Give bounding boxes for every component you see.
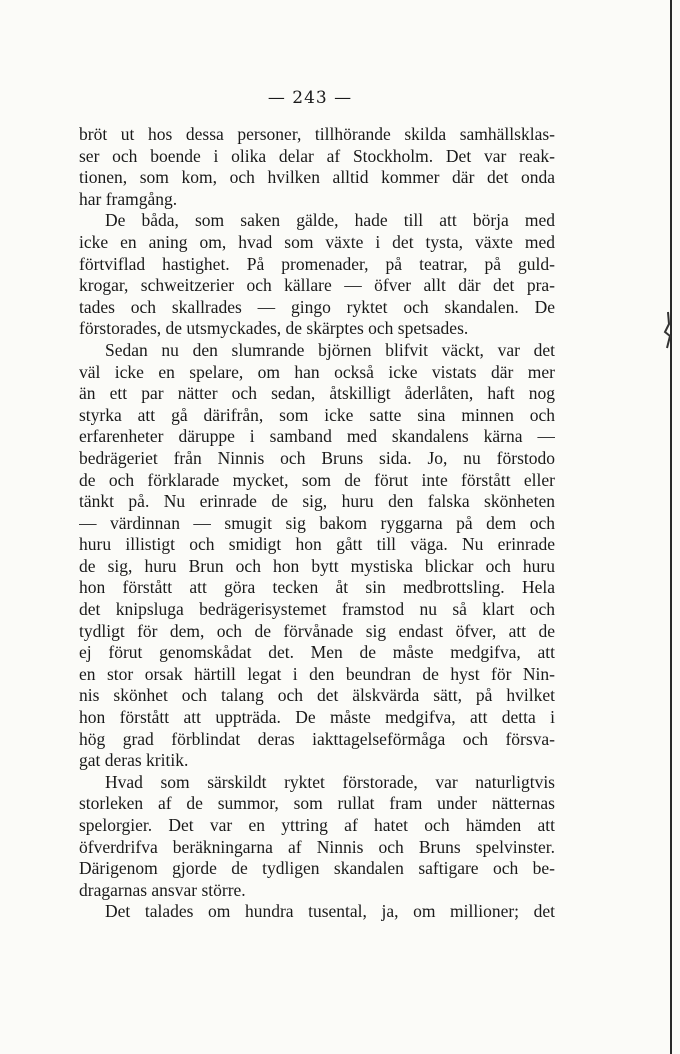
- text-line: tades och skallrades — gingo ryktet och skandalen. De: [79, 296, 555, 317]
- text-line: de och förklarade mycket, som de förut inte förstått eller: [79, 469, 555, 490]
- text-line: hög grad förblindat deras iakttagelseförmåga och försva-: [79, 728, 555, 749]
- text-line: Därigenom gjorde de tydligen skandalen saftigare och be-: [79, 858, 555, 879]
- text-line: bedrägeriet från Ninnis och Bruns sida. Jo, nu förstodo: [79, 447, 555, 468]
- text-line: än ett par nätter och sedan, åtskilligt åderlåten, haft nog: [79, 383, 555, 404]
- text-line: dragarnas ansvar större.: [79, 879, 246, 900]
- text-line: förstorades, de utsmyckades, de skärptes och spetsades.: [79, 318, 469, 339]
- text-line: hon förstått att göra tecken åt sin medbrottsling. Hela: [79, 577, 555, 598]
- text-line: bröt ut hos dessa personer, tillhörande skilda samhällsklas-: [79, 124, 555, 144]
- text-line: gat deras kritik.: [79, 750, 189, 771]
- text-line: det knipsluga bedrägerisystemet framstod nu så klart och: [79, 599, 555, 620]
- text-line: erfarenheter däruppe i samband med skandalens kärna —: [79, 426, 555, 447]
- text-line: styrka att gå därifrån, som icke satte sina minnen och: [79, 404, 555, 425]
- text-line: tänkt på. Nu erinrade de sig, huru den falska skönheten: [79, 491, 555, 512]
- text-line: Sedan nu den slumrande björnen blifvit väckt, var det: [105, 339, 555, 360]
- text-line: Det talades om hundra tusental, ja, om millioner; det: [105, 901, 555, 922]
- ink-smudge-mark: [662, 310, 672, 350]
- text-line: storleken af de summor, som rullat fram under nätternas: [79, 793, 555, 814]
- text-line: ej förut genomskådat det. Men de måste medgifva, att: [79, 642, 555, 663]
- text-line: tionen, som kom, och hvilken alltid kommer där det onda: [79, 167, 555, 188]
- text-line: förtviflad hastighet. På promenader, på teatrar, på guld-: [79, 253, 555, 274]
- text-line: ser och boende i olika delar af Stockholm. Det var reak-: [79, 145, 555, 166]
- text-line: nis skönhet och talang och det älskvärda sätt, på hvilket: [79, 685, 555, 706]
- text-line: de sig, huru Brun och hon bytt mystiska blickar och huru: [79, 555, 555, 576]
- page-edge-divider: [670, 0, 672, 1054]
- text-line: Hvad som särskildt ryktet förstorade, var naturligtvis: [105, 771, 555, 792]
- text-line: — värdinnan — smugit sig bakom ryggarna på dem och: [79, 512, 555, 533]
- body-text: [79, 124, 555, 923]
- text-line: hon förstått att uppträda. De måste medgifva, att detta i: [79, 707, 555, 728]
- text-line: icke en aning om, hvad som växte i det tysta, växte med: [79, 231, 555, 252]
- text-line: tydligt för dem, och de förvånade sig endast öfver, att de: [79, 620, 555, 641]
- text-line: De båda, som saken gälde, hade till att börja med: [105, 210, 555, 231]
- text-line: öfverdrifva beräkningarna af Ninnis och Bruns spelvinster.: [79, 836, 555, 857]
- text-line: huru illistigt och smidigt hon gått till väga. Nu erinrade: [79, 534, 555, 555]
- text-line: en stor orsak härtill legat i den beundran de hyst för Nin-: [79, 663, 555, 684]
- text-line: spelorgier. Det var en yttring af hatet och hämden att: [79, 815, 555, 835]
- text-line: väl icke en spelare, om han också icke vistats där mer: [79, 361, 555, 382]
- page-number: — 243 —: [267, 88, 353, 108]
- text-line: krogar, schweitzerier och källare — öfver allt där det pra-: [79, 275, 555, 296]
- text-line: har framgång.: [79, 188, 178, 209]
